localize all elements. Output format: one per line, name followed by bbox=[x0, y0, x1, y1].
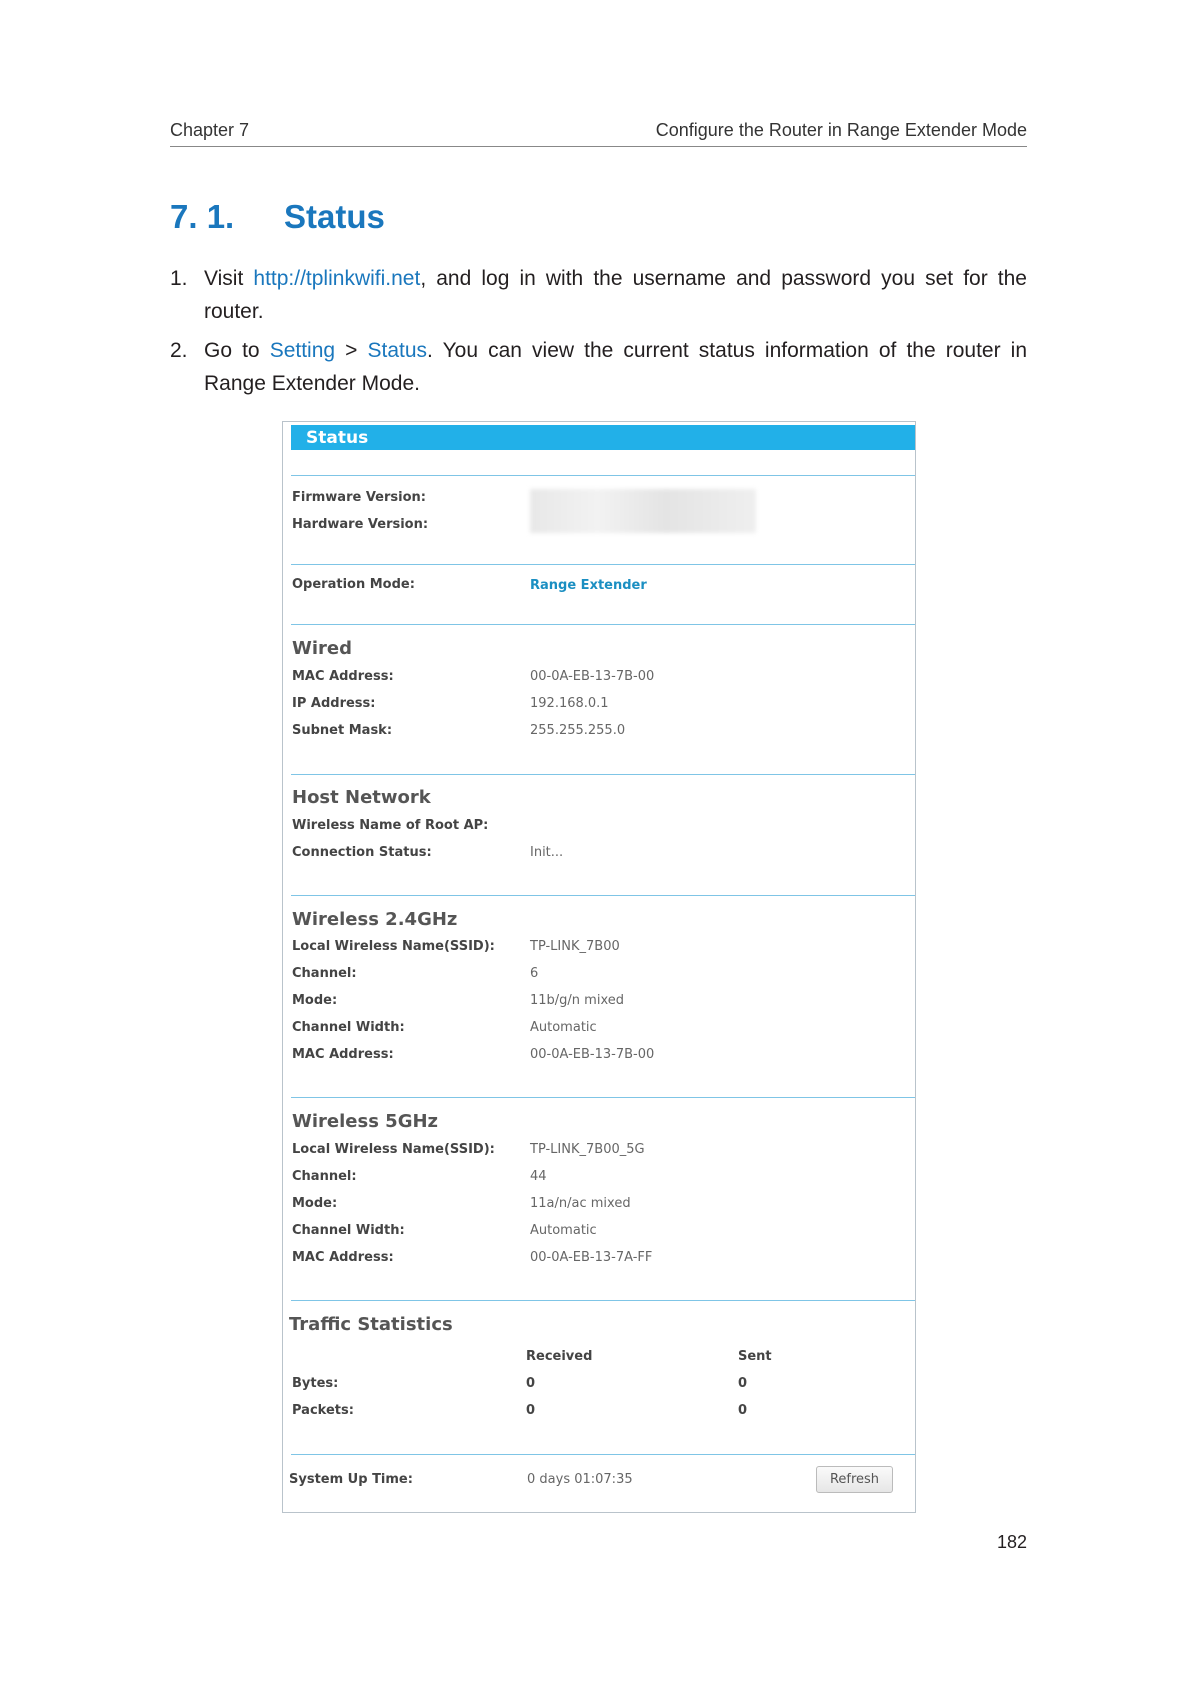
host-network-heading: Host Network bbox=[292, 787, 431, 808]
w5-width-label: Channel Width: bbox=[292, 1223, 405, 1238]
divider bbox=[291, 624, 915, 625]
step-text: Go to Setting > Status. You can view the current status information of the router in Range Extender Mode. bbox=[204, 339, 1028, 395]
status-title: Status bbox=[306, 428, 369, 448]
section-title: Status bbox=[284, 198, 385, 235]
step-1 bbox=[170, 262, 1027, 328]
uptime-value: 0 days 01:07:35 bbox=[527, 1472, 633, 1487]
divider bbox=[291, 564, 915, 565]
w24-mac-value: 00-0A-EB-13-7B-00 bbox=[530, 1047, 655, 1062]
traffic-heading: Traffic Statistics bbox=[289, 1314, 453, 1335]
hardware-label: Hardware Version: bbox=[292, 517, 429, 532]
wired-mask-label: Subnet Mask: bbox=[292, 723, 393, 738]
w5-width-value: Automatic bbox=[530, 1223, 597, 1238]
divider bbox=[291, 1300, 915, 1301]
operation-mode-value: Range Extender bbox=[530, 578, 647, 593]
redacted-version-values bbox=[530, 489, 756, 533]
chapter-label: Chapter 7 bbox=[170, 120, 250, 140]
w5-mac-value: 00-0A-EB-13-7A-FF bbox=[530, 1250, 653, 1265]
section-number: 7. 1. bbox=[170, 198, 235, 235]
operation-mode-label: Operation Mode: bbox=[292, 577, 415, 592]
connection-status-value: Init... bbox=[530, 845, 564, 860]
wired-heading: Wired bbox=[292, 638, 352, 659]
bytes-label: Bytes: bbox=[292, 1376, 339, 1391]
w5-ssid-value: TP-LINK_7B00_5G bbox=[530, 1142, 645, 1157]
w24-mac-label: MAC Address: bbox=[292, 1047, 394, 1062]
w5-mode-label: Mode: bbox=[292, 1196, 338, 1211]
divider bbox=[291, 1454, 915, 1455]
w24-channel-label: Channel: bbox=[292, 966, 357, 981]
w24-width-label: Channel Width: bbox=[292, 1020, 405, 1035]
wired-ip-value: 192.168.0.1 bbox=[530, 696, 609, 711]
bytes-received: 0 bbox=[526, 1376, 536, 1391]
refresh-button[interactable]: Refresh bbox=[816, 1466, 893, 1493]
step-number: 1. bbox=[170, 267, 188, 290]
w5-channel-value: 44 bbox=[530, 1169, 547, 1184]
divider bbox=[291, 1097, 915, 1098]
packets-sent: 0 bbox=[738, 1403, 748, 1418]
step-text: Visit http://tplinkwifi.net, and log in with the username and password you set for the router. bbox=[204, 267, 1027, 323]
chapter-title: Configure the Router in Range Extender Mode bbox=[655, 120, 1027, 140]
w24-ssid-label: Local Wireless Name(SSID): bbox=[292, 939, 495, 954]
w5-channel-label: Channel: bbox=[292, 1169, 357, 1184]
sent-header: Sent bbox=[738, 1349, 772, 1364]
firmware-label: Firmware Version: bbox=[292, 490, 426, 505]
divider bbox=[291, 895, 915, 896]
connection-status-label: Connection Status: bbox=[292, 845, 432, 860]
w24-ssid-value: TP-LINK_7B00 bbox=[530, 939, 620, 954]
section-heading bbox=[170, 198, 385, 236]
setting-link[interactable]: Setting bbox=[269, 339, 336, 362]
w24-mode-label: Mode: bbox=[292, 993, 338, 1008]
wired-mask-value: 255.255.255.0 bbox=[530, 723, 626, 738]
root-ap-label: Wireless Name of Root AP: bbox=[292, 818, 489, 833]
wired-mac-label: MAC Address: bbox=[292, 669, 394, 684]
w5-mac-label: MAC Address: bbox=[292, 1250, 394, 1265]
status-link[interactable]: Status bbox=[367, 339, 428, 362]
tplinkwifi-link[interactable]: http://tplinkwifi.net bbox=[253, 267, 421, 290]
page-number: 182 bbox=[996, 1532, 1027, 1552]
status-screenshot bbox=[282, 421, 916, 1513]
wired-ip-label: IP Address: bbox=[292, 696, 376, 711]
divider bbox=[291, 774, 915, 775]
received-header: Received bbox=[526, 1349, 593, 1364]
step-2 bbox=[170, 334, 1027, 400]
step-number: 2. bbox=[170, 339, 188, 362]
w5-ssid-label: Local Wireless Name(SSID): bbox=[292, 1142, 495, 1157]
status-title-bar bbox=[291, 425, 915, 450]
wired-mac-value: 00-0A-EB-13-7B-00 bbox=[530, 669, 655, 684]
wireless-5-heading: Wireless 5GHz bbox=[292, 1111, 439, 1132]
w5-mode-value: 11a/n/ac mixed bbox=[530, 1196, 631, 1211]
wireless-24-heading: Wireless 2.4GHz bbox=[292, 909, 458, 930]
w24-width-value: Automatic bbox=[530, 1020, 597, 1035]
packets-label: Packets: bbox=[292, 1403, 354, 1418]
w24-mode-value: 11b/g/n mixed bbox=[530, 993, 624, 1008]
bytes-sent: 0 bbox=[738, 1376, 748, 1391]
uptime-label: System Up Time: bbox=[289, 1472, 413, 1487]
divider bbox=[291, 475, 915, 476]
packets-received: 0 bbox=[526, 1403, 536, 1418]
w24-channel-value: 6 bbox=[530, 966, 539, 981]
header-divider bbox=[170, 146, 1027, 147]
